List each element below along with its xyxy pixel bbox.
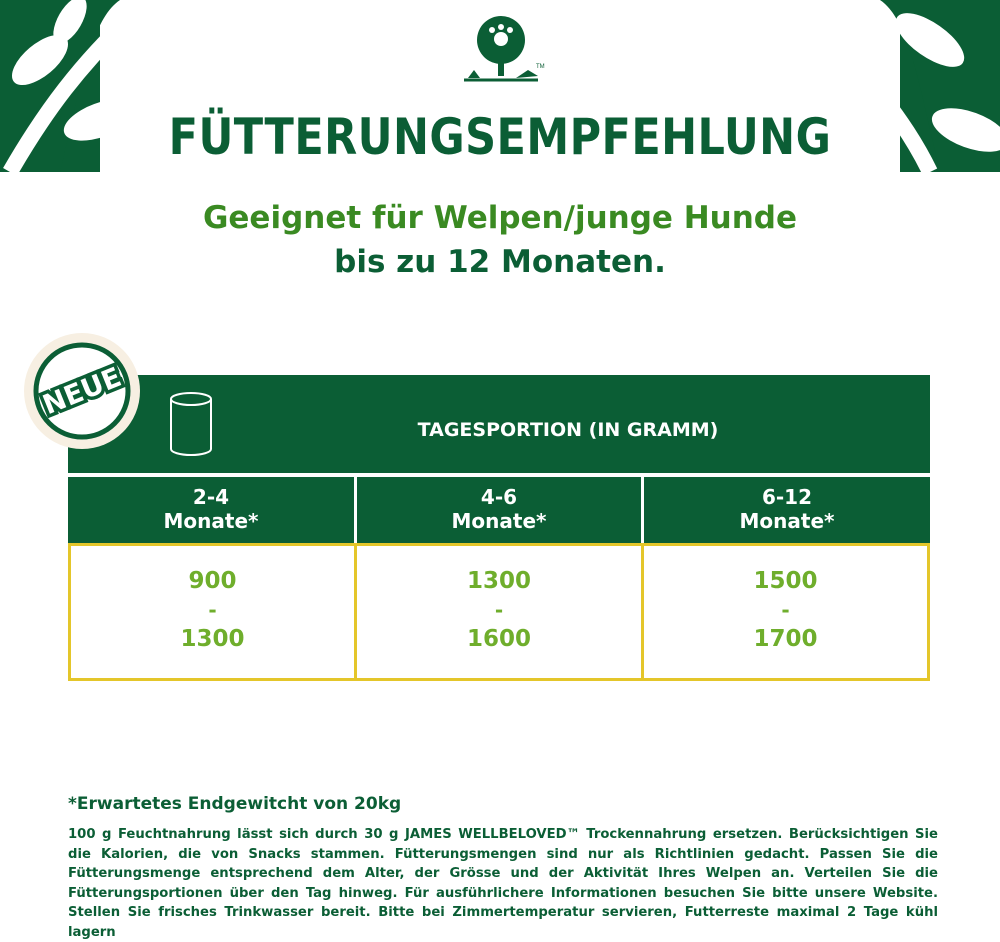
- portion-min: 1300: [466, 568, 531, 594]
- age-header-row: [68, 477, 930, 543]
- age-header-2-4: [68, 477, 354, 543]
- portion-min: 1500: [753, 568, 818, 594]
- age-header-6-12: [644, 477, 930, 543]
- portion-cell-6-12: [641, 543, 930, 681]
- age-range: 4-6: [480, 485, 518, 509]
- footnote-title: *Erwartetes Endgewitcht von 20kg: [68, 794, 402, 814]
- subtitle-line-1: Geeignet für Welpen/junge Hunde: [202, 200, 798, 236]
- portion-row: [68, 543, 930, 687]
- age-unit: Monate*: [451, 509, 547, 533]
- portion-max: 1600: [466, 626, 531, 652]
- portion-max: 1700: [753, 626, 818, 652]
- subtitle-line-2: bis zu 12 Monaten.: [334, 244, 666, 280]
- can-icon: [168, 391, 214, 457]
- portion-min: 900: [188, 568, 237, 594]
- age-range: 2-4: [192, 485, 230, 509]
- portion-dash: -: [781, 598, 790, 622]
- new-badge: [22, 331, 142, 451]
- page-title: FÜTTERUNGSEMPFEHLUNG: [168, 108, 832, 166]
- age-range: 6-12: [761, 485, 813, 509]
- portion-cell-2-4: [68, 543, 357, 681]
- portion-dash: -: [208, 598, 217, 622]
- footnote-body: 100 g Feuchtnahrung lässt sich durch 30 g JAMES WELLBELOVED™ Trockennahrung ersetzen. Berücksichtigen Sie die Kalorien, die von Snacks stammen. Fütterungsmengen sind nur als Richtlinien gedacht. Passen Sie die Fütterungsmenge entsprechend dem Alter, der Grösse und der Aktivität Ihres Welpen an. Verteilen Sie die Fütterungsportionen über den Tag hinweg. Für ausführlichere Informationen besuchen Sie bitte unsere Website. Stellen Sie frisches Trinkwasser bereit. Bitte bei Zimmertemperatur servieren, Futterreste maximal 2 Tage kühl lagern: [68, 827, 938, 940]
- svg-text:TM: TM: [536, 64, 545, 70]
- feeding-table: [68, 375, 930, 687]
- age-header-4-6: [357, 477, 641, 543]
- page-subtitle: [0, 196, 1000, 284]
- portion-max: 1300: [180, 626, 245, 652]
- badge-label: NEUE: [38, 361, 126, 422]
- age-unit: Monate*: [163, 509, 259, 533]
- portion-dash: -: [494, 598, 504, 622]
- table-header: [68, 375, 930, 473]
- table-title: TAGESPORTION (IN GRAMM): [417, 419, 719, 441]
- portion-cell-4-6: [354, 543, 644, 681]
- age-unit: Monate*: [739, 509, 835, 533]
- tree-with-cat-and-dog-logo: [456, 14, 546, 90]
